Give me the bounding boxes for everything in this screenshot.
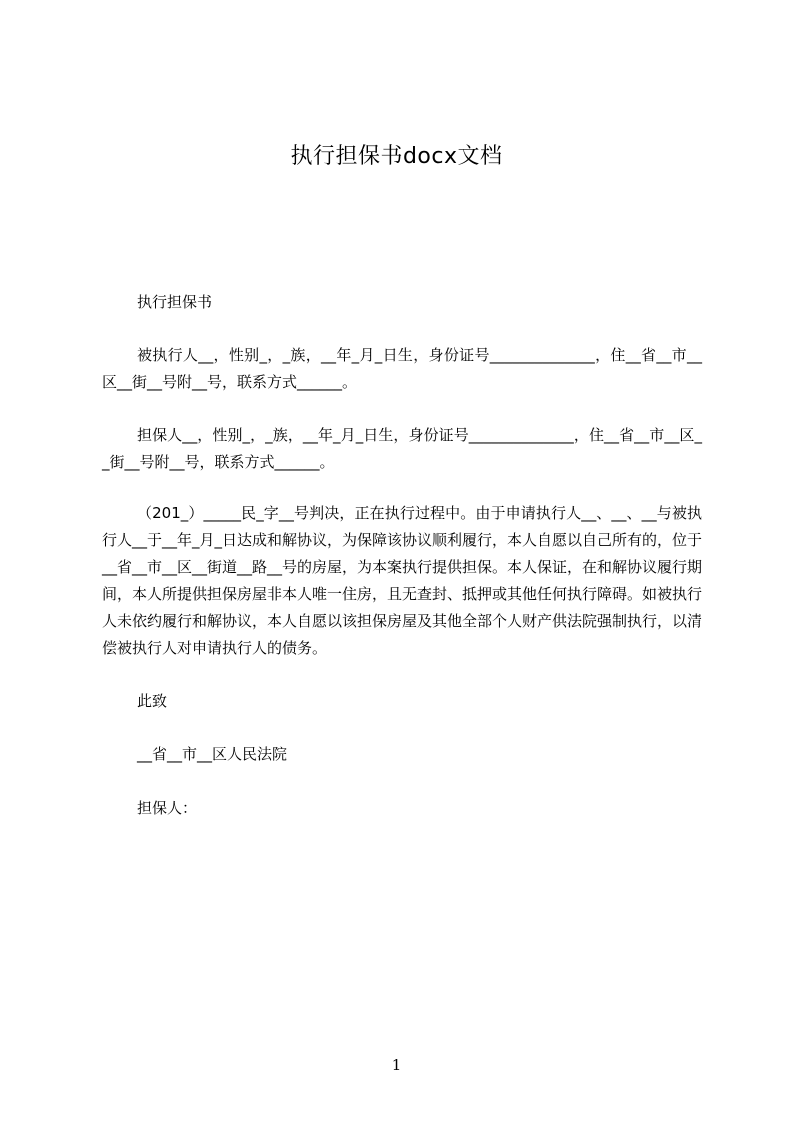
letter-heading-text: 执行担保书 [137, 293, 213, 311]
letter-heading [102, 289, 702, 316]
guarantee-statement-text: （201_）_____民_字__号判决，正在执行过程中。由于申请执行人__、__、__与被执行人__于__年_月_日达成和解协议，为保障该协议顺利履行，本人自愿以自己所有的，位于__省__市__区__街道__路__号的房屋，为本案执行提供担保。本人保证，在和解协议履行期间，本人所提供担保房屋非本人唯一住房，且无查封、抵押或其他任何执行障碍。如被执行人未依约履行和解协议，本人自愿以该担保房屋及其他全部个人财产供法院强制执行，以清偿被执行人对申请执行人的债务。 [102, 504, 703, 657]
addressee-court-text: __省__市__区人民法院 [137, 745, 288, 763]
addressee-court [102, 741, 702, 768]
document-title: 执行担保书docx文档 [290, 144, 503, 169]
signature-line [102, 795, 702, 822]
guarantor-text: 担保人__，性别_，_族，__年_月_日生，身份证号______________，住__省__市__区__街__号附__号，联系方式______。 [102, 426, 702, 471]
closing-line [102, 688, 702, 715]
executed-person-paragraph [102, 342, 702, 396]
executed-person-text: 被执行人__，性别_，_族，__年_月_日生，身份证号______________，住__省__市__区__街__号附__号，联系方式______。 [102, 346, 702, 391]
page-number: 1 [391, 1056, 402, 1074]
signature-label: 担保人： [137, 799, 198, 817]
guarantor-paragraph [102, 422, 702, 476]
guarantee-statement-paragraph [102, 500, 702, 662]
closing-text: 此致 [137, 692, 168, 710]
